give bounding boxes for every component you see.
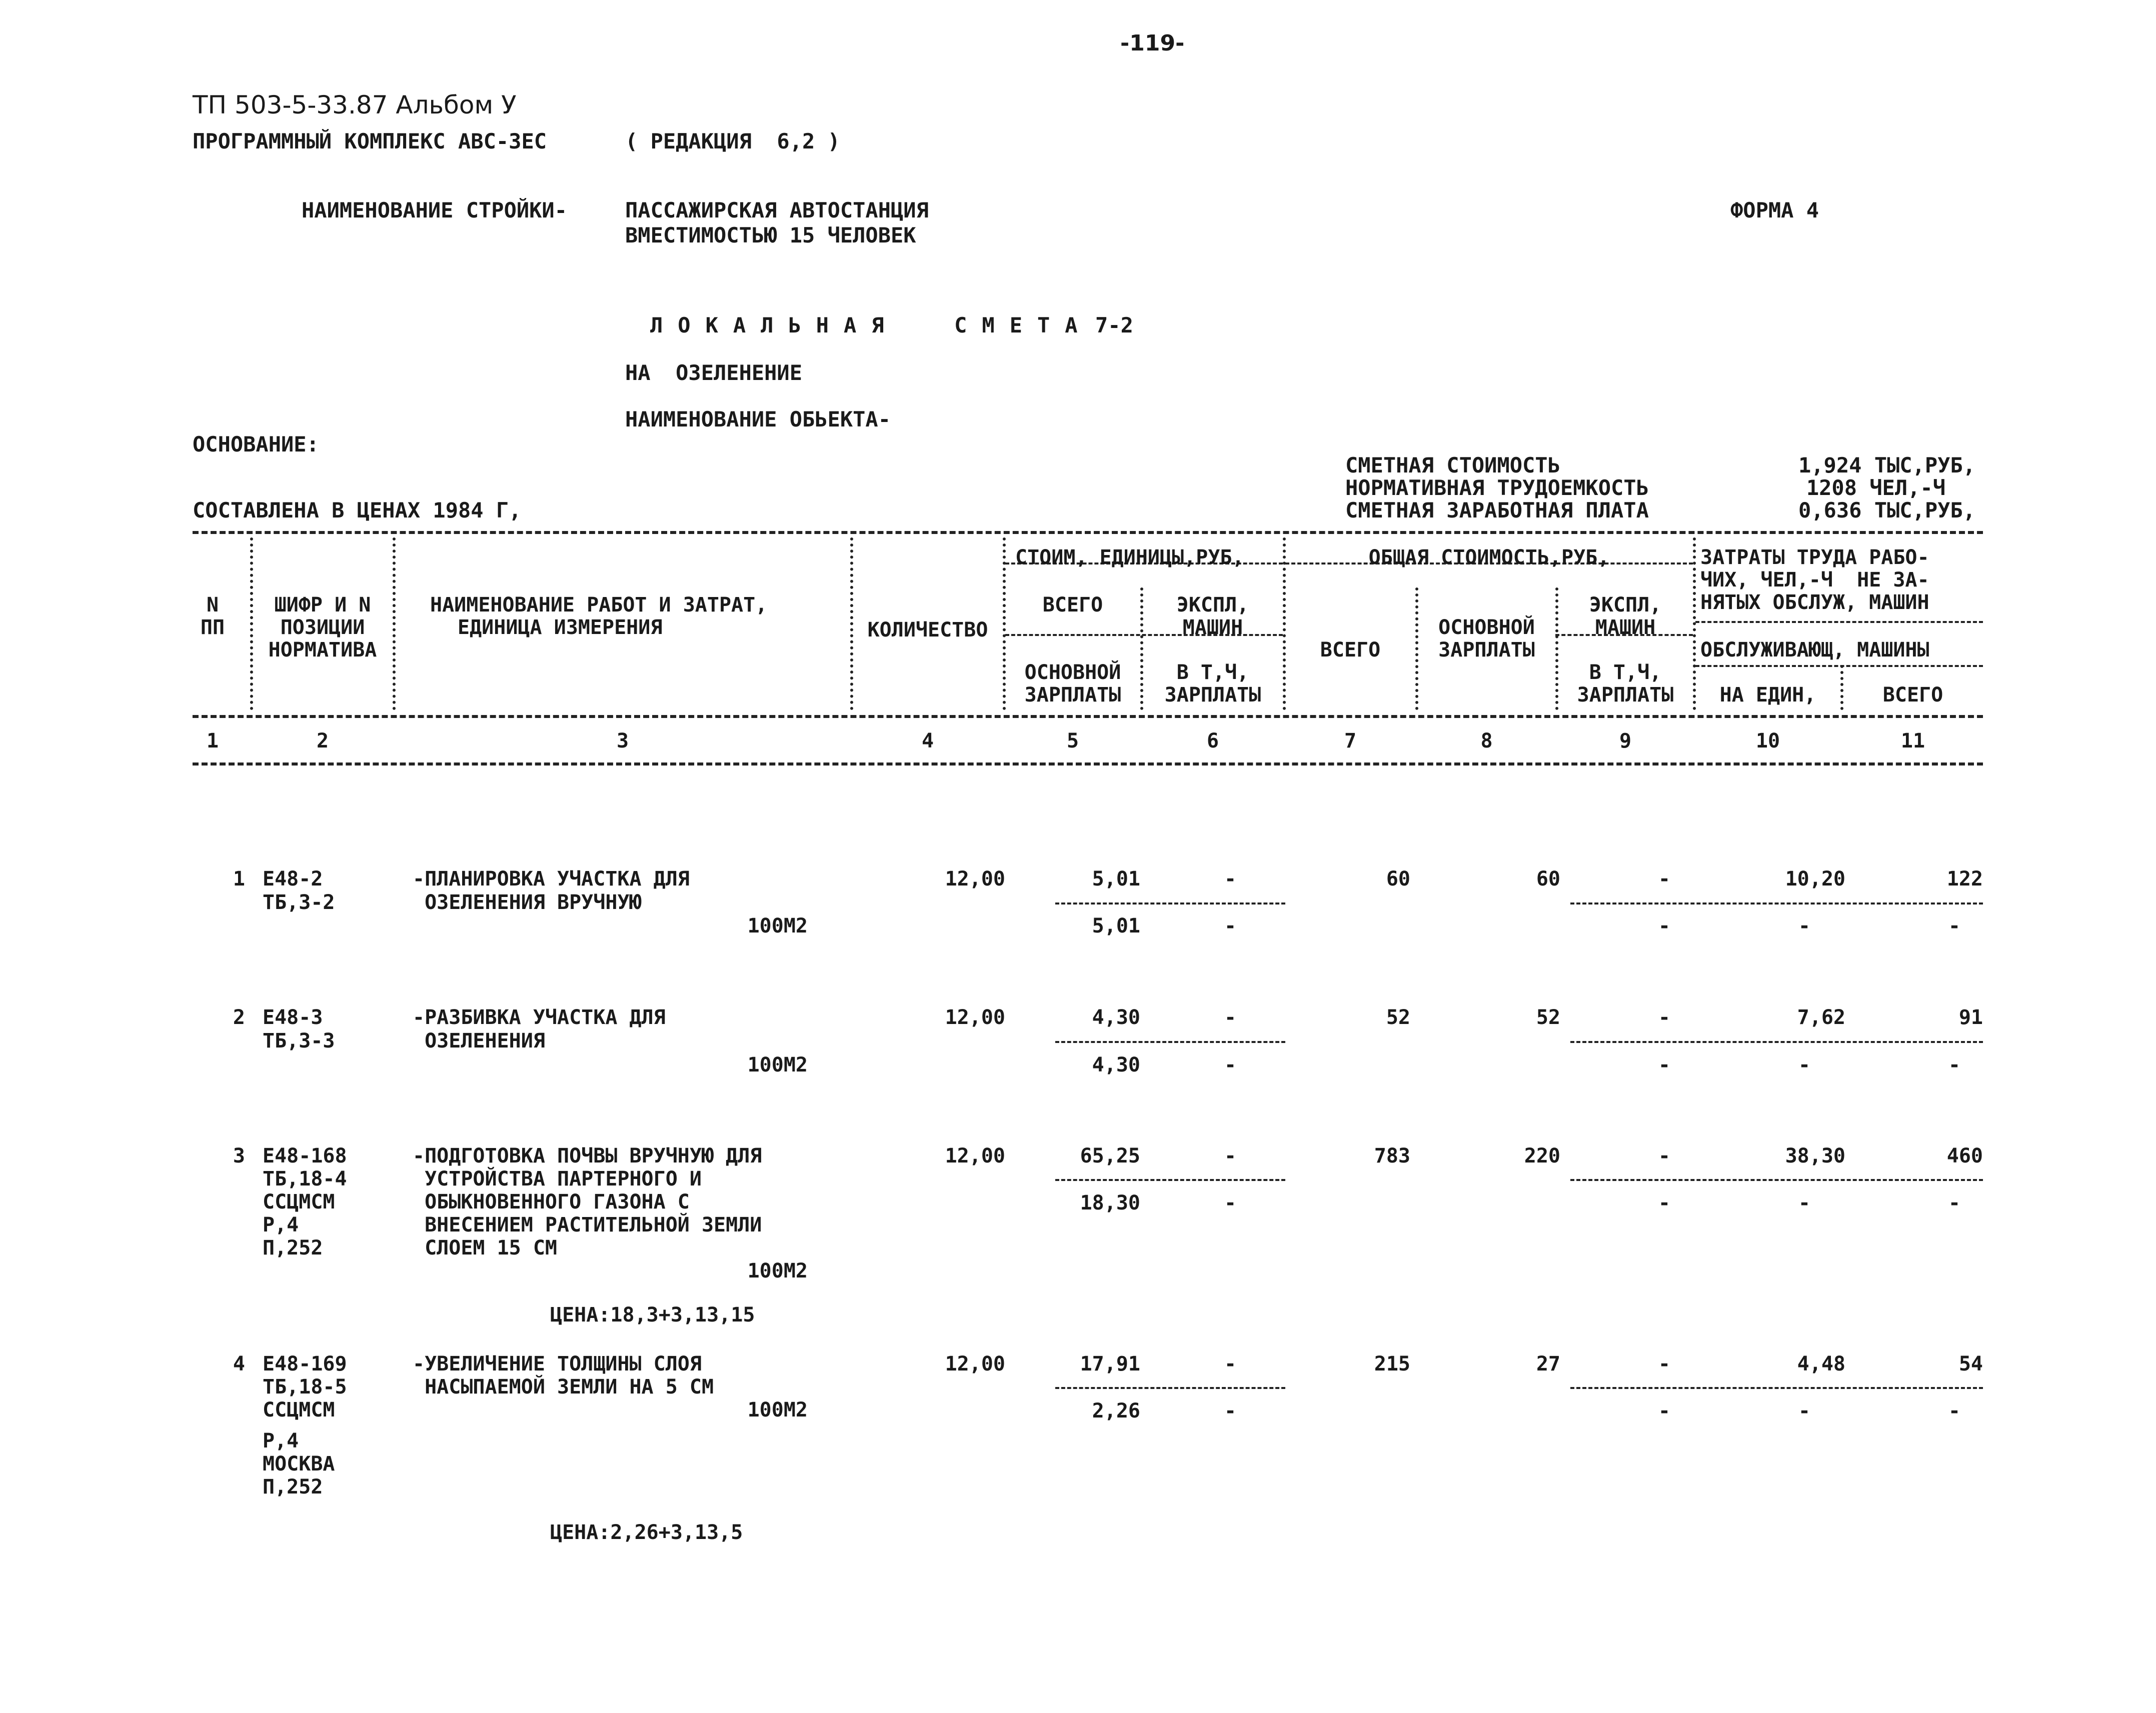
header-total-wage-2: ЗАРПЛАТЫ	[1438, 638, 1535, 662]
album-title: ТП 503-5-33.87 Альбом У	[193, 90, 517, 120]
row-labor-unit: 10,20	[1785, 868, 1845, 890]
summary-value-cost: 1,924 ТЫС,РУБ,	[1798, 453, 1975, 478]
row-total-incl: -	[1658, 1054, 1670, 1076]
header-col4: КОЛИЧЕСТВО	[867, 618, 988, 642]
cell-divider	[1570, 1387, 1983, 1389]
column-number: 10	[1755, 730, 1780, 752]
row-unit-incl: -	[1224, 1054, 1237, 1076]
header-unit-wage-2: ЗАРПЛАТЫ	[1024, 684, 1121, 706]
header-col2-line3: НОРМАТИВА	[268, 638, 377, 662]
row-code-line: Е48-2	[263, 868, 323, 890]
row-unit-wage: 4,30	[1092, 1054, 1140, 1076]
header-col1-line1: N	[206, 594, 219, 616]
row-unit-total: 65,25	[1080, 1144, 1140, 1168]
header-col3-line1: НАИМЕНОВАНИЕ РАБОТ И ЗАТРАТ,	[430, 594, 768, 616]
row-total-all: 60	[1386, 868, 1410, 890]
row-name-line: УСТРОЙСТВА ПАРТЕРНОГО И	[413, 1168, 702, 1190]
row-code-line: ССЦМСМ	[263, 1398, 335, 1422]
row-total-wage: 52	[1536, 1006, 1560, 1029]
cell-divider	[1055, 1387, 1285, 1389]
row-number: 3	[233, 1144, 245, 1168]
header-total-wage-1: ОСНОВНОЙ	[1438, 616, 1535, 639]
construction-label: НАИМЕНОВАНИЕ СТРОЙКИ-	[302, 198, 568, 222]
header-col3-line2: ЕДИНИЦА ИЗМЕРЕНИЯ	[458, 616, 663, 639]
row-code-line: П,252	[263, 1476, 323, 1498]
column-number: 4	[921, 730, 934, 752]
row-labor-serv-total: -	[1948, 1400, 1960, 1422]
row-name-line: -УВЕЛИЧЕНИЕ ТОЛЩИНЫ СЛОЯ	[413, 1352, 702, 1376]
row-labor-serv-total: -	[1948, 914, 1960, 938]
header-unit-incl-2: ЗАРПЛАТЫ	[1164, 684, 1261, 706]
summary-label-cost: СМЕТНАЯ СТОИМОСТЬ	[1345, 453, 1560, 478]
column-number: 11	[1900, 730, 1925, 752]
header-unit-incl-1: В Т,Ч,	[1176, 661, 1249, 684]
row-labor-unit: 7,62	[1797, 1006, 1845, 1029]
column-separator	[393, 538, 396, 710]
row-code-line: Р,4	[263, 1430, 299, 1452]
cell-divider	[1570, 1179, 1983, 1181]
header-divider	[1695, 665, 1983, 667]
row-unit: 100М2	[747, 1260, 808, 1282]
header-col2-line2: ПОЗИЦИИ	[280, 616, 365, 639]
summary-label-labor: НОРМАТИВНАЯ ТРУДОЕМКОСТЬ	[1345, 476, 1649, 500]
row-unit-mach: -	[1224, 1352, 1237, 1376]
prices-note: СОСТАВЛЕНА В ЦЕНАХ 1984 Г,	[193, 498, 522, 522]
column-number: 2	[316, 730, 329, 752]
summary-value-wage: 0,636 ТЫС,РУБ,	[1798, 498, 1975, 522]
header-total-incl-2: ЗАРПЛАТЫ	[1577, 684, 1674, 706]
construction-name-2: ВМЕСТИМОСТЬЮ 15 ЧЕЛОВЕК	[625, 223, 916, 248]
row-total-wage: 60	[1536, 868, 1560, 890]
document-number: 7-2	[1095, 313, 1133, 338]
form-label: ФОРМА 4	[1730, 198, 1819, 222]
basis-label: ОСНОВАНИЕ:	[193, 432, 319, 456]
row-number: 1	[233, 868, 245, 890]
header-unit-mach-2: МАШИН	[1182, 616, 1243, 639]
header-unit-mach-1: ЭКСПЛ,	[1176, 594, 1249, 616]
row-code-line: ТБ,3-3	[263, 1030, 335, 1052]
row-quantity: 12,00	[945, 868, 1005, 890]
column-number: 8	[1480, 730, 1493, 752]
row-number: 4	[233, 1352, 245, 1376]
row-unit-incl: -	[1224, 1192, 1237, 1214]
header-unit-wage-1: ОСНОВНОЙ	[1024, 661, 1121, 684]
object-label: НАИМЕНОВАНИЕ ОБЬЕКТА-	[625, 407, 891, 432]
row-total-wage: 27	[1536, 1352, 1560, 1376]
document-title: ЛОКАЛЬНАЯ СМЕТА	[650, 313, 1093, 338]
row-name-line: ОБЫКНОВЕННОГО ГАЗОНА С	[413, 1190, 690, 1214]
row-unit-incl: -	[1224, 914, 1237, 938]
row-name-line: -ПЛАНИРОВКА УЧАСТКА ДЛЯ	[413, 868, 690, 890]
row-code-line: Р,4	[263, 1214, 299, 1236]
header-total-mach-1: ЭКСПЛ,	[1589, 594, 1662, 616]
header-labor-unit: НА ЕДИН,	[1719, 684, 1816, 706]
row-labor-total: 54	[1958, 1352, 1983, 1376]
row-name-line: НАСЫПАЕМОЙ ЗЕМЛИ НА 5 СМ	[413, 1376, 714, 1398]
column-number: 7	[1344, 730, 1357, 752]
column-number: 6	[1206, 730, 1219, 752]
header-divider	[1695, 621, 1983, 623]
column-number: 5	[1066, 730, 1079, 752]
column-number: 3	[616, 730, 629, 752]
row-labor-serv-unit: -	[1798, 1054, 1810, 1076]
row-unit-wage: 5,01	[1092, 914, 1140, 938]
row-total-incl: -	[1658, 1192, 1670, 1214]
row-code-line: П,252	[263, 1236, 323, 1260]
program-edition: ( РЕДАКЦИЯ 6,2 )	[625, 129, 840, 154]
row-labor-serv-unit: -	[1798, 914, 1810, 938]
header-labor-3: НЯТЫХ ОБСЛУЖ, МАШИН	[1700, 591, 1929, 614]
row-quantity: 12,00	[945, 1006, 1005, 1029]
number-row-rule	[193, 762, 1983, 766]
row-total-mach: -	[1658, 1006, 1670, 1029]
row-labor-total: 122	[1946, 868, 1983, 890]
summary-value-labor: 1208 ЧЕЛ,-Ч	[1806, 476, 1945, 500]
row-code-line: ТБ,3-2	[263, 891, 335, 914]
row-total-all: 783	[1374, 1144, 1410, 1168]
row-code-line: ТБ,18-4	[263, 1168, 347, 1190]
cell-divider	[1055, 1179, 1285, 1181]
row-name-line: СЛОЕМ 15 СМ	[413, 1236, 557, 1260]
row-unit-mach: -	[1224, 1144, 1237, 1168]
row-unit: 100М2	[747, 914, 808, 938]
header-labor-total: ВСЕГО	[1882, 684, 1943, 706]
header-total-incl-1: В Т,Ч,	[1589, 661, 1662, 684]
row-total-all: 215	[1374, 1352, 1410, 1376]
row-unit-mach: -	[1224, 1006, 1237, 1029]
header-unit-cost: СТОИМ, ЕДИНИЦЫ,РУБ,	[1015, 546, 1244, 569]
row-total-mach: -	[1658, 1352, 1670, 1376]
cell-divider	[1570, 1041, 1983, 1043]
construction-name-1: ПАССАЖИРСКАЯ АВТОСТАНЦИЯ	[625, 198, 929, 222]
row-labor-total: 91	[1958, 1006, 1983, 1029]
row-labor-serv-total: -	[1948, 1054, 1960, 1076]
row-unit-total: 17,91	[1080, 1352, 1140, 1376]
row-total-incl: -	[1658, 1400, 1670, 1422]
row-labor-unit: 38,30	[1785, 1144, 1845, 1168]
header-total-cost: ОБЩАЯ СТОИМОСТЬ,РУБ,	[1368, 546, 1610, 569]
cell-divider	[1570, 902, 1983, 904]
row-price-note: ЦЕНА:2,26+3,13,5	[550, 1521, 743, 1544]
row-code-line: ТБ,18-5	[263, 1376, 347, 1398]
header-labor-2: ЧИХ, ЧЕЛ,-Ч НЕ ЗА-	[1700, 568, 1929, 592]
row-code-line: Е48-3	[263, 1006, 323, 1029]
row-name-line: ОЗЕЛЕНЕНИЯ ВРУЧНУЮ	[413, 891, 642, 914]
row-labor-serv-unit: -	[1798, 1192, 1810, 1214]
header-col1-line2: ПП	[200, 616, 225, 639]
row-total-incl: -	[1658, 914, 1670, 938]
row-quantity: 12,00	[945, 1144, 1005, 1168]
summary-label-wage: СМЕТНАЯ ЗАРАБОТНАЯ ПЛАТА	[1345, 498, 1649, 522]
cell-divider	[1055, 1041, 1285, 1043]
header-labor-1: ЗАТРАТЫ ТРУДА РАБО-	[1700, 546, 1929, 569]
column-number: 9	[1619, 730, 1632, 752]
row-name-line: -ПОДГОТОВКА ПОЧВЫ ВРУЧНУЮ ДЛЯ	[413, 1144, 762, 1168]
row-name-line: ОЗЕЛЕНЕНИЯ	[413, 1030, 545, 1052]
row-unit-wage: 2,26	[1092, 1400, 1140, 1422]
header-total-mach-2: МАШИН	[1595, 616, 1656, 639]
program-name: ПРОГРАММНЫЙ КОМПЛЕКС АВС-3ЕС	[193, 129, 547, 154]
header-labor-serv: ОБСЛУЖИВАЮЩ, МАШИНЫ	[1700, 638, 1929, 662]
row-total-all: 52	[1386, 1006, 1410, 1029]
row-labor-total: 460	[1946, 1144, 1983, 1168]
row-labor-serv-unit: -	[1798, 1400, 1810, 1422]
row-code-line: Е48-168	[263, 1144, 347, 1168]
row-labor-unit: 4,48	[1797, 1352, 1845, 1376]
row-unit: 100М2	[747, 1054, 808, 1076]
row-quantity: 12,00	[945, 1352, 1005, 1376]
table-top-rule	[193, 531, 1983, 534]
header-total-all: ВСЕГО	[1320, 638, 1381, 662]
document-subject: НА ОЗЕЛЕНЕНИЕ	[625, 360, 803, 385]
column-separator	[1693, 538, 1696, 710]
row-unit: 100М2	[747, 1398, 808, 1422]
row-code-line: Е48-169	[263, 1352, 347, 1376]
row-total-mach: -	[1658, 868, 1670, 890]
cell-divider	[1055, 902, 1285, 904]
row-unit-incl: -	[1224, 1400, 1237, 1422]
page-number: -119-	[1120, 30, 1185, 56]
row-name-line: ВНЕСЕНИЕМ РАСТИТЕЛЬНОЙ ЗЕМЛИ	[413, 1214, 762, 1236]
row-total-mach: -	[1658, 1144, 1670, 1168]
row-number: 2	[233, 1006, 245, 1029]
header-unit-total: ВСЕГО	[1042, 594, 1103, 616]
row-unit-mach: -	[1224, 868, 1237, 890]
row-price-note: ЦЕНА:18,3+3,13,15	[550, 1304, 755, 1326]
row-unit-wage: 18,30	[1080, 1192, 1140, 1214]
row-unit-total: 5,01	[1092, 868, 1140, 890]
column-number: 1	[206, 730, 219, 752]
header-bottom-rule	[193, 715, 1983, 718]
row-unit-total: 4,30	[1092, 1006, 1140, 1029]
row-labor-serv-total: -	[1948, 1192, 1960, 1214]
row-name-line: -РАЗБИВКА УЧАСТКА ДЛЯ	[413, 1006, 666, 1029]
header-col2-line1: ШИФР И N	[274, 594, 371, 616]
row-code-line: ССЦМСМ	[263, 1190, 335, 1214]
row-total-wage: 220	[1524, 1144, 1560, 1168]
row-code-line: МОСКВА	[263, 1452, 335, 1476]
